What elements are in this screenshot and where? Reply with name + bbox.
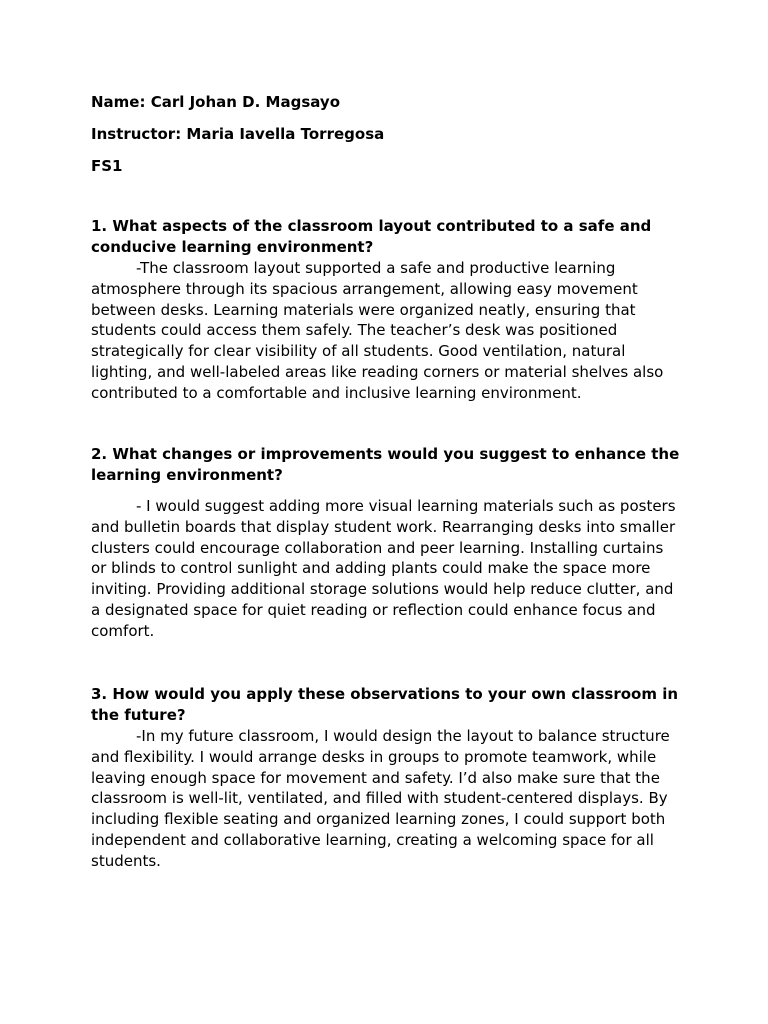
course-code: FS1: [91, 157, 123, 175]
student-name: Name: Carl Johan D. Magsayo: [91, 93, 341, 111]
question-block-1: [91, 216, 681, 404]
answer-2: - I would suggest adding more visual learning materials such as posters and bulletin boards that display student work. Rearranging desks into smaller clusters could encourage collaboration and peer learning. Installing curtains or blinds to control sunlight and adding plants could make the space more inviting. Providing additional storage solutions would help reduce clutter, and a designated space for quiet reading or reflection could enhance focus and comfort.: [91, 497, 676, 640]
question-3: 3. How would you apply these observations to your own classroom in the future?: [91, 685, 679, 724]
question-block-3: [91, 684, 681, 872]
answer-3: -In my future classroom, I would design the layout to balance structure and flexibility. I would arrange desks in groups to promote teamwork, while leaving enough space for movement and safety. I’d also make sure that the classroom is well-lit, ventilated, and filled with student-centered displays. By including flexible seating and organized learning zones, I could support both independent and collaborative learning, creating a welcoming space for all students.: [91, 727, 670, 870]
question-1: 1. What aspects of the classroom layout contributed to a safe and conducive learning environment?: [91, 217, 652, 256]
instructor-name: Instructor: Maria Iavella Torregosa: [91, 125, 385, 143]
answer-1: -The classroom layout supported a safe and productive learning atmosphere through its spacious arrangement, allowing easy movement between desks. Learning materials were organized neatly, ensuring that students could access them safely. The teacher’s desk was positioned strategically for clear visibility of all students. Good ventilation, natural lighting, and well-labeled areas like reading corners or material shelves also contributed to a comfortable and inclusive learning environment.: [91, 259, 664, 402]
question-block-2: [91, 444, 681, 642]
question-2: 2. What changes or improvements would you suggest to enhance the learning environment?: [91, 445, 680, 484]
